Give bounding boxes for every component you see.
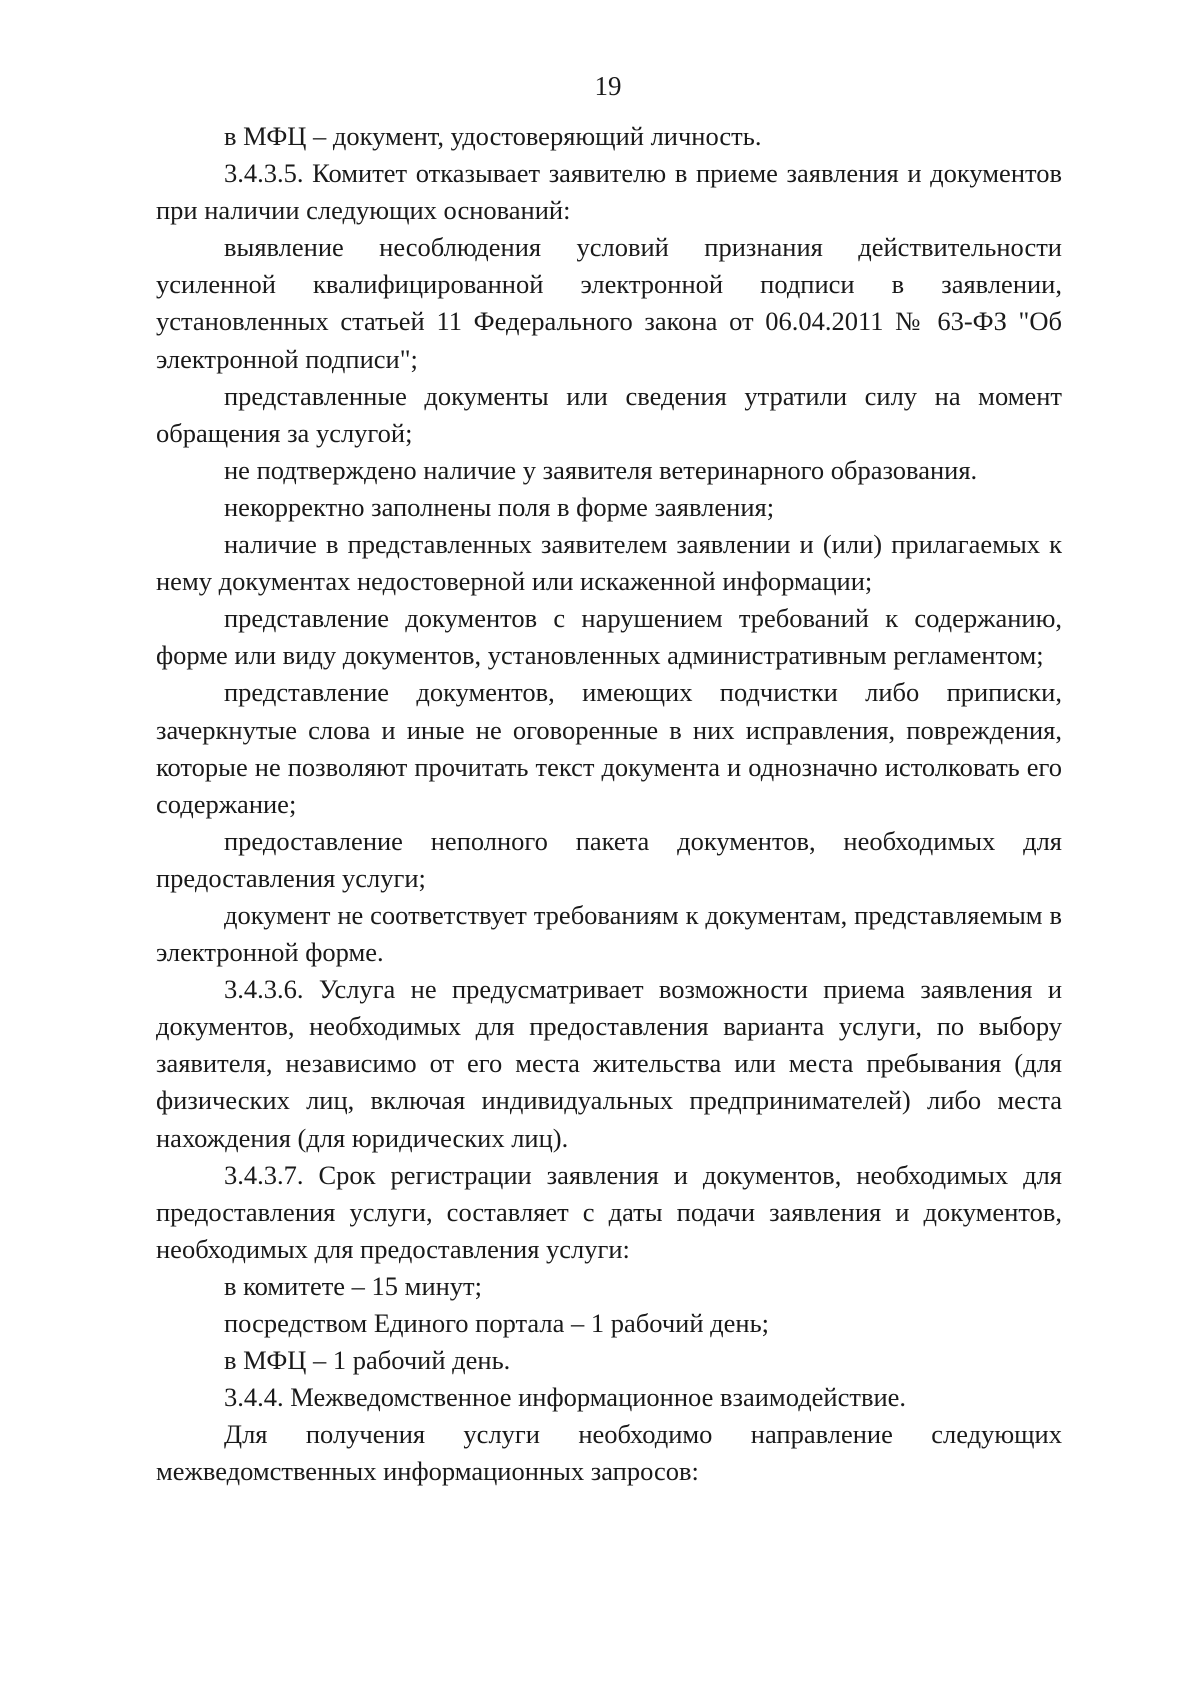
paragraph: 3.4.3.7. Срок регистрации заявления и документов, необходимых для предоставления услуги, составляет с даты подачи заявления и документов, необходимых для предоставления услуги: xyxy=(156,1159,1062,1264)
paragraph: наличие в представленных заявителем заявлении и (или) прилагаемых к нему документах недостоверной или искаженной информации; xyxy=(156,529,1062,597)
paragraph: 3.4.3.5. Комитет отказывает заявителю в приеме заявления и документов при наличии следующих оснований: xyxy=(156,158,1062,226)
body-text xyxy=(156,118,1062,1490)
paragraph: некорректно заполнены поля в форме заявления; xyxy=(224,491,775,522)
paragraph: Для получения услуги необходимо направление следующих межведомственных информационных запросов: xyxy=(156,1419,1062,1487)
paragraph: документ не соответствует требованиям к документам, представляемым в электронной форме. xyxy=(156,899,1062,968)
paragraph: 3.4.3.6. Услуга не предусматривает возможности приема заявления и документов, необходимых для предоставления варианта услуги, по выбору заявителя, независимо от его места жительства или места пребывания (для физических лиц, включая индивидуальных предпринимателей) либо места нахождения (для юридических лиц). xyxy=(156,974,1062,1153)
paragraph: представление документов, имеющих подчистки либо приписки, зачеркнутые слова и иные не оговоренные в них исправления, повреждения, которые не позволяют прочитать текст документа и однозначно истолковать его содержание; xyxy=(156,677,1062,819)
paragraph: в комитете – 15 минут; xyxy=(224,1270,482,1301)
paragraph: выявление несоблюдения условий признания действительности усиленной квалифицированной электронной подписи в заявлении, установленных статьей 11 Федерального закона от 06.04.2011 № 63-ФЗ "Об электронной подписи"; xyxy=(156,232,1062,374)
paragraph: предоставление неполного пакета документов, необходимых для предоставления услуги; xyxy=(156,825,1062,893)
paragraph: представленные документы или сведения утратили силу на момент обращения за услугой; xyxy=(156,380,1062,448)
paragraph: посредством Единого портала – 1 рабочий день; xyxy=(224,1308,770,1338)
paragraph: представление документов с нарушением требований к содержанию, форме или виду документов, установленных административным регламентом; xyxy=(156,603,1062,671)
paragraph: в МФЦ – 1 рабочий день. xyxy=(224,1345,511,1376)
paragraph: не подтверждено наличие у заявителя ветеринарного образования. xyxy=(224,454,978,485)
paragraph: 3.4.4. Межведомственное информационное взаимодействие. xyxy=(224,1382,907,1413)
page-number: 19 xyxy=(594,71,622,101)
paragraph: в МФЦ – документ, удостоверяющий личность. xyxy=(224,121,762,151)
